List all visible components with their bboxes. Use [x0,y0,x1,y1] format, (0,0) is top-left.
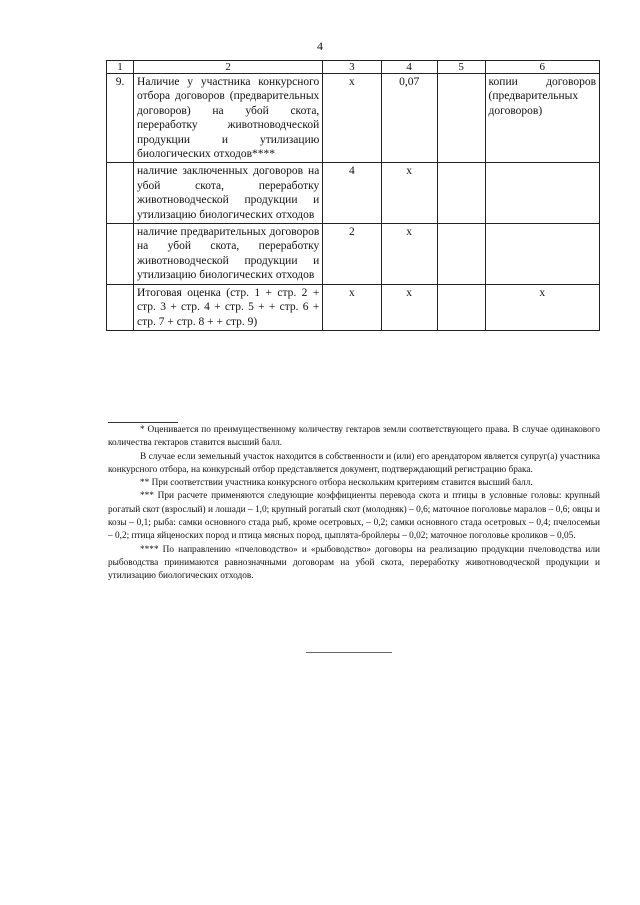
weight-cell: х [381,224,437,285]
column-header: 3 [323,61,381,74]
footnote: **** По направлению «пчеловодство» и «рыбоводство» договоры на реализацию продукции пчеловодства или рыбоводства принимаются равнозначными договорам на убой скота, переработку животноводческой продукции и утилизацию биологических отходов. [108,544,600,582]
column-header: 1 [107,61,134,74]
column-header: 4 [381,61,437,74]
value-cell [437,224,485,285]
footnote: ** При соответствии участника конкурсного отбора нескольким критериям ставится высший балл. [140,478,533,489]
table-header-row [107,61,600,74]
score-cell: х [323,74,381,163]
footnote: *** При расчете применяются следующие коэффициенты перевода скота и птицы в условные головы: крупный рогатый скот (взрослый) и лошади – 1,0; крупный рогатый скот (молодняк) – 0,6; маточное поголовье маралов – 0,6; овцы и козы – 0,1; рыба: самки основного стада рыб, кроме осетровых, – 0,2; самки основного стада осетровых – 0,4; пчелосемьи – 0,2; птица яйценоских пород и птица мясных пород, цыплята-бройлеры – 0,02; маточное поголовье кроликов – 0,05. [108,491,600,542]
footnote: В случае если земельный участок находится в собственности и (или) его арендатором является супруг(а) участника конкурсного отбора, на конкурсный отбор представляется документ, подтверждающий регистрацию брака. [108,451,600,475]
row-number-cell [107,224,134,285]
row-number-cell [107,284,134,330]
weight-cell: 0,07 [381,74,437,163]
value-cell [437,163,485,224]
score-cell: 2 [323,224,381,285]
table-row-total [107,284,600,330]
value-cell [437,74,485,163]
score-cell: х [323,284,381,330]
column-header: 2 [134,61,323,74]
weight-cell: х [381,284,437,330]
criteria-table [106,60,600,331]
criterion-cell: Наличие у участника конкурсного отбора договоров (предварительных договоров) на убой скота, переработку животноводческой продукции и утилизацию биологических отходов**** [134,74,323,163]
column-header: 6 [485,61,599,74]
table-row [107,224,600,285]
row-number-cell [107,163,134,224]
table-row [107,163,600,224]
column-header: 5 [437,61,485,74]
value-cell [437,284,485,330]
criterion-cell: наличие предварительных договоров на убой скота, переработку животноводческой продукции и утилизацию биологических отходов [134,224,323,285]
criterion-cell: Итоговая оценка (стр. 1 + стр. 2 + стр. 3 + стр. 4 + стр. 5 + + стр. 6 + стр. 7 + стр. 8 + + стр. 9) [134,284,323,330]
footnote: * Оценивается по преимущественному количеству гектаров земли соответствующего права. В случае одинакового количества гектаров ставится высший балл. [108,425,600,449]
page-number: 4 [317,39,323,53]
weight-cell: х [381,163,437,224]
documents-cell: х [485,284,599,330]
row-number-cell: 9. [107,74,134,163]
documents-cell [485,224,599,285]
criterion-cell: наличие заключенных договоров на убой скота, переработку животноводческой продукции и утилизацию биологических отходов [134,163,323,224]
footnotes [108,424,600,584]
table-row [107,74,600,163]
documents-cell [485,163,599,224]
score-cell: 4 [323,163,381,224]
end-separator [306,652,392,653]
documents-cell: копии договоров (предварительных договоров) [485,74,599,163]
footnote-separator [108,422,178,423]
